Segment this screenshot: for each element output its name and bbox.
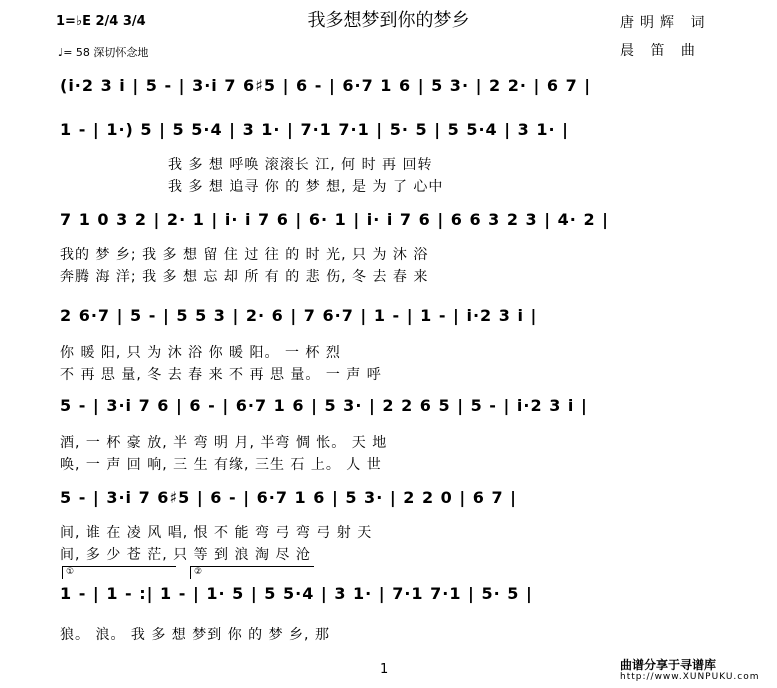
watermark-share: 曲谱分享于寻谱库 <box>620 658 717 672</box>
notation-line-1: (i·2 3 i | 5 - | 3·i 7 6♯5 | 6 - | 6·7 1 6 | 5 3· | 2 2· | 6 7 | <box>60 76 592 95</box>
lyrics-verse1-line-3: 我的 梦 乡; 我 多 想 留 住 过 往 的 时 光, 只 为 沐 浴 <box>60 247 429 262</box>
lyrics-verse2-line-5: 唤, 一 声 回 响, 三 生 有缘, 三生 石 上。 人 世 <box>60 457 382 472</box>
tempo-marking: ♩= 58 深切怀念地 <box>58 46 149 59</box>
lyrics-verse1-line-7: 狼。 浪。 我 多 想 梦到 你 的 梦 乡, 那 <box>60 627 330 642</box>
lyrics-verse2-line-6: 间, 多 少 苍 茫, 只 等 到 浪 淘 尽 沧 <box>60 547 311 562</box>
lyrics-verse1-line-2: 我 多 想 呼唤 滚滚长 江, 何 时 再 回转 <box>168 157 433 172</box>
lyrics-verse1-line-5: 酒, 一 杯 豪 放, 半 弯 明 月, 半弯 惆 怅。 天 地 <box>60 435 388 450</box>
composer-credit: 晨 笛 曲 <box>620 43 701 59</box>
page-number: 1 <box>380 662 389 677</box>
notation-line-5: 5 - | 3·i 7 6 | 6 - | 6·7 1 6 | 5 3· | 2 2 6 5 | 5 - | i·2 3 i | <box>60 396 588 415</box>
lyrics-verse1-line-6: 间, 谁 在 凌 风 唱, 恨 不 能 弯 弓 弯 弓 射 天 <box>60 525 373 540</box>
notation-line-6: 5 - | 3·i 7 6♯5 | 6 - | 6·7 1 6 | 5 3· | 2 2 0 | 6 7 | <box>60 488 518 507</box>
notation-line-7: 1 - | 1 - :| 1 - | 1· 5 | 5 5·4 | 3 1· | 7·1 7·1 | 5· 5 | <box>60 584 533 603</box>
key-signature: 1=♭E 2/4 3/4 <box>56 14 146 29</box>
lyrics-verse1-line-4: 你 暖 阳, 只 为 沐 浴 你 暖 阳。 一 杯 烈 <box>60 345 341 360</box>
volta-second-ending: ② <box>190 566 314 579</box>
page-title: 我多想梦到你的梦乡 <box>307 10 470 31</box>
lyricist-credit: 唐明辉 词 <box>620 15 711 31</box>
lyrics-verse2-line-3: 奔腾 海 洋; 我 多 想 忘 却 所 有 的 悲 伤, 冬 去 春 来 <box>60 269 429 284</box>
notation-line-2: 1 - | 1·) 5 | 5 5·4 | 3 1· | 7·1 7·1 | 5· 5 | 5 5·4 | 3 1· | <box>60 120 569 139</box>
watermark-url: http://www.XUNPUKU.com <box>620 672 760 682</box>
notation-line-3: 7 1 0 3 2 | 2· 1 | i· i 7 6 | 6· 1 | i· i 7 6 | 6 6 3 2 3 | 4· 2 | <box>60 210 609 229</box>
volta-first-ending: ① <box>62 566 176 579</box>
lyrics-verse2-line-2: 我 多 想 追寻 你 的 梦 想, 是 为 了 心中 <box>168 179 444 194</box>
lyrics-verse2-line-4: 不 再 思 量, 冬 去 春 来 不 再 思 量。 一 声 呼 <box>60 367 382 382</box>
notation-line-4: 2 6·7 | 5 - | 5 5 3 | 2· 6 | 7 6·7 | 1 - | 1 - | i·2 3 i | <box>60 306 538 325</box>
